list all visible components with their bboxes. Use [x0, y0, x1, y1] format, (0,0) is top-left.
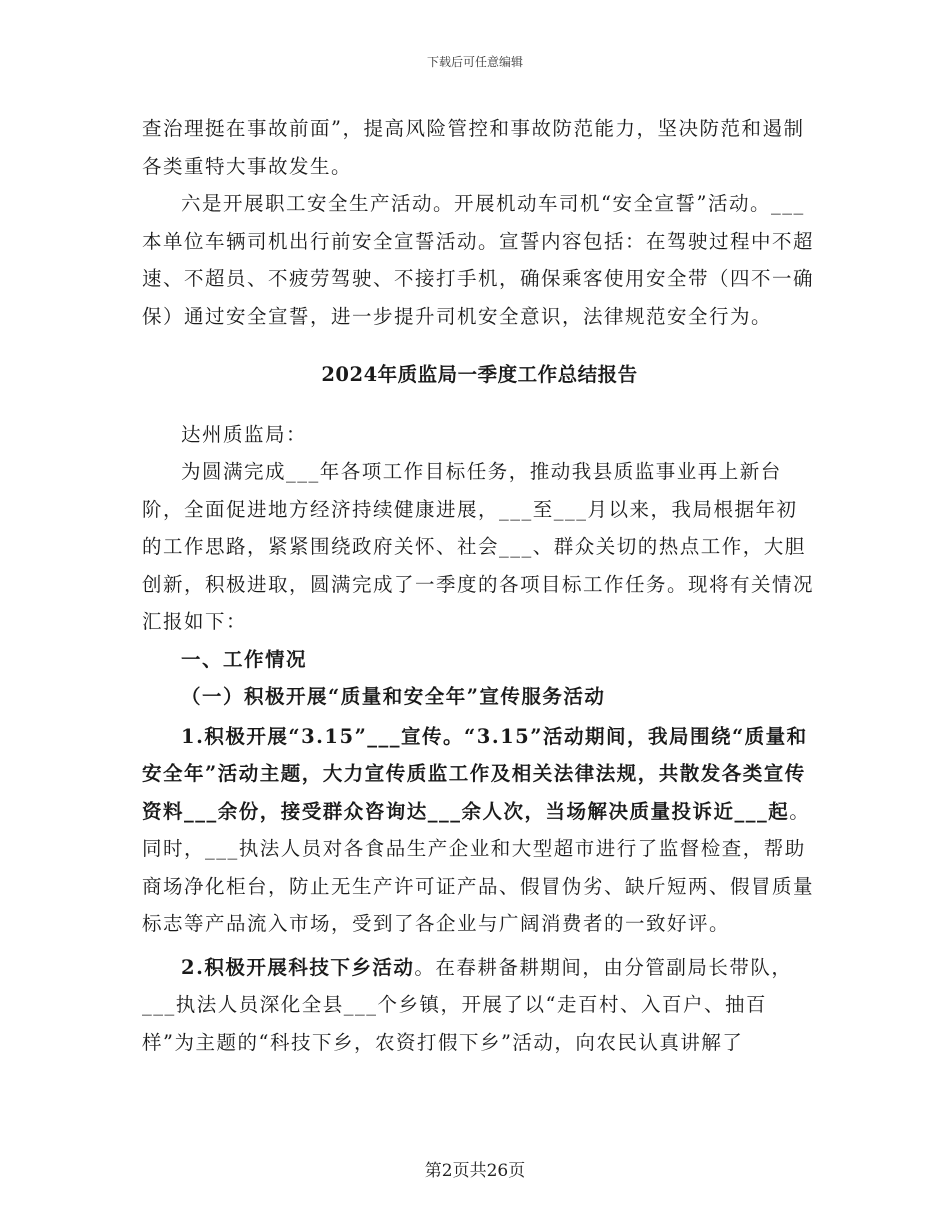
paragraph-six: 六是开展职工安全生产活动。开展机动车司机“安全宣誓”活动。___本单位车辆司机出行前安全宣誓活动。宣誓内容包括：在驾驶过程中不超速、不超员、不疲劳驾驶、不接打手机，确保乘客使用安全带（四不一确保）通过安全宣誓，进一步提升司机安全意识，法律规范安全行为。 [142, 192, 815, 328]
subsection-heading: （一）积极开展“质量和安全年”宣传服务活动 [181, 685, 606, 708]
report-title: 2024年质监局一季度工作总结报告 [321, 363, 638, 386]
paragraph-item-1 [142, 718, 817, 943]
item-1-text: 。同时，___执法人员对各食品生产企业和大型超市进行了监督检查，帮助商场净化柜台，防止无生产许可证产品、假冒伪劣、缺斤短两、假冒质量标志等产品流入市场，受到了各企业与广阔消费者的一致好评。 [142, 799, 815, 935]
addressee: 达州质监局： [181, 422, 308, 446]
paragraph-item-2 [142, 949, 817, 1062]
item-1-bold-lead: 1.积极开展“3.15”___宣传。“3.15”活动期间，我局围绕“质量和安全年”活动主题，大力宣传质监工作及相关法律法规，共散发各类宣传资料___余份，接受群众咨询达___余人次，当场解决质量投诉近___起 [142, 724, 808, 823]
section-heading: 一、工作情况 [181, 647, 308, 671]
header-note: 下载后可任意编辑 [426, 55, 523, 69]
paragraph-intro: 为圆满完成___年各项工作目标任务，推动我县质监事业再上新台阶，全面促进地方经济持续健康进展，___至___月以来，我局根据年初的工作思路，紧紧围绕政府关怀、社会___、群众关切的热点工作，大胆创新，积极进取，圆满完成了一季度的各项目标工作任务。现将有关情况汇报如下： [142, 460, 815, 633]
paragraph-continuation: 查治理挺在事故前面”，提高风险管控和事故防范能力，坚决防范和遏制各类重特大事故发生。 [142, 117, 805, 178]
item-2-bold-lead: 2.积极开展科技下乡活动 [181, 955, 415, 979]
document-body [142, 110, 817, 1061]
item-2-text: 。在春耕备耕期间，由分管副局长带队，___执法人员深化全县___个乡镇，开展了以“走百村、入百户、抽百样”为主题的“科技下乡，农资打假下乡”活动，向农民认真讲解了 [142, 955, 793, 1054]
page-number: 第2页共26页 [424, 1161, 526, 1181]
